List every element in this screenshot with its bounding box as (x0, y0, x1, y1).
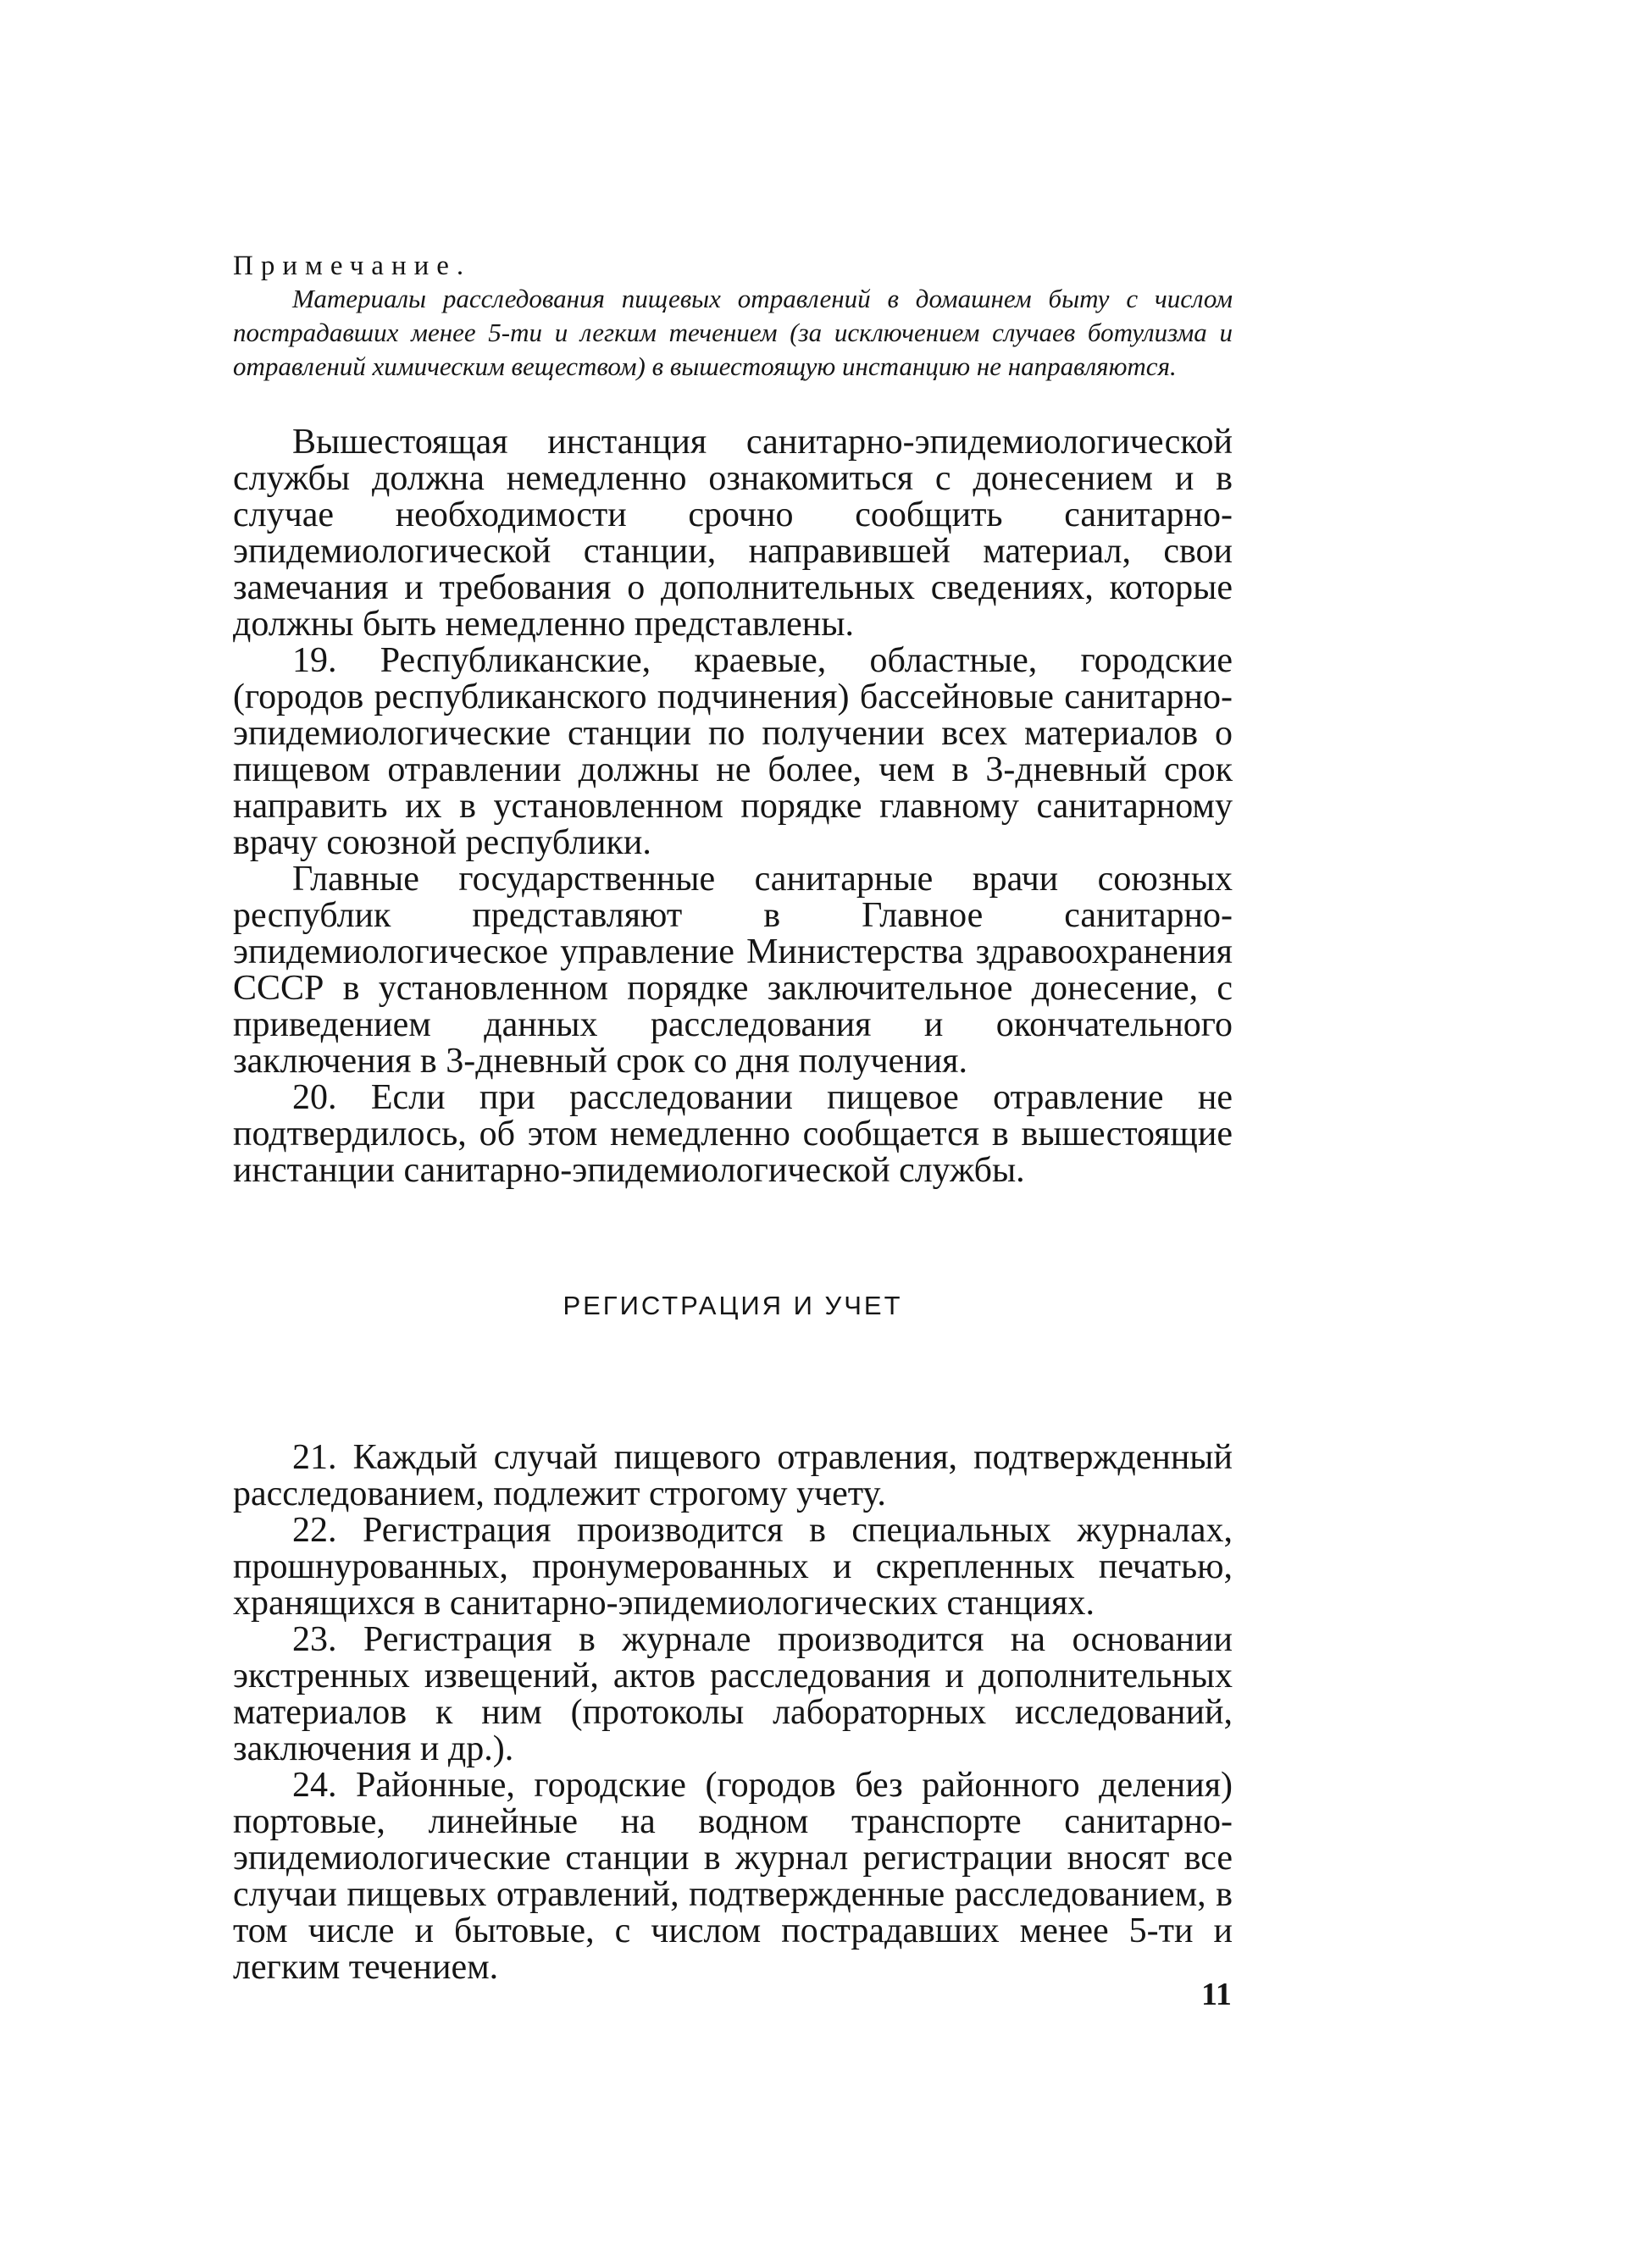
note-title: Примечание. (233, 251, 472, 281)
paragraph-higher-authority: Вышестоящая инстанция санитарно-эпидемиологической службы должна немедленно ознакомиться с донесением и в случае необходимости срочно сообщить санитарно-эпидемиологической станции, направившей материал, свои замечания и требования о дополнительных сведениях, которые должны быть немедленно представлены. (233, 423, 1233, 644)
section-title: РЕГИСТРАЦИЯ И УЧЕТ (563, 1291, 903, 1320)
document-page (233, 250, 1233, 1986)
paragraph-20: 20. Если при расследовании пищевое отравление не подтвердилось, об этом немедленно сообщается в вышестоящие инстанции санитарно-эпидемиологической службы. (233, 1078, 1233, 1190)
paragraph-chief-doctors: Главные государственные санитарные врачи союзных республик представляют в Главное санитарно-эпидемиологическое управление Министерства здравоохранения СССР в установленном порядке заключительное донесение, с приведением данных расследования и окончательного заключения в 3-дневный срок со дня получения. (233, 860, 1233, 1081)
paragraph-23: 23. Регистрация в журнале производится на основании экстренных извещений, актов расследования и дополнительных материалов к ним (протоколы лабораторных исследований, заключения и др.). (233, 1620, 1233, 1768)
page-number: 11 (1201, 1977, 1232, 2012)
paragraph-19: 19. Республиканские, краевые, областные, городские (городов республиканского подчинения) бассейновые санитарно-эпидемиологические станции по получении всех материалов о пищевом отравлении должны не более, чем в 3-дневный срок направить их в установленном порядке главному санитарному врачу союзной республики. (233, 641, 1233, 862)
paragraph-21: 21. Каждый случай пищевого отравления, подтвержденный расследованием, подлежит строгому учету. (233, 1438, 1233, 1513)
paragraph-24: 24. Районные, городские (городов без районного деления) портовые, линейные на водном транспорте санитарно-эпидемиологические станции в журнал регистрации вносят все случаи пищевых отравлений, подтвержденные расследованием, в том числе и бытовые, с числом пострадавших менее 5-ти и легким течением. (233, 1766, 1233, 1987)
paragraph-22: 22. Регистрация производится в специальных журналах, прошнурованных, пронумерованных и скрепленных печатью, хранящихся в санитарно-эпидемиологических станциях. (233, 1511, 1233, 1623)
note-text: Материалы расследования пищевых отравлений в домашнем быту с числом пострадавших менее 5-ти и легким течением (за исключением случаев ботулизма и отравлений химическим веществом) в вышестоящую инстанцию не направляются. (233, 284, 1233, 381)
